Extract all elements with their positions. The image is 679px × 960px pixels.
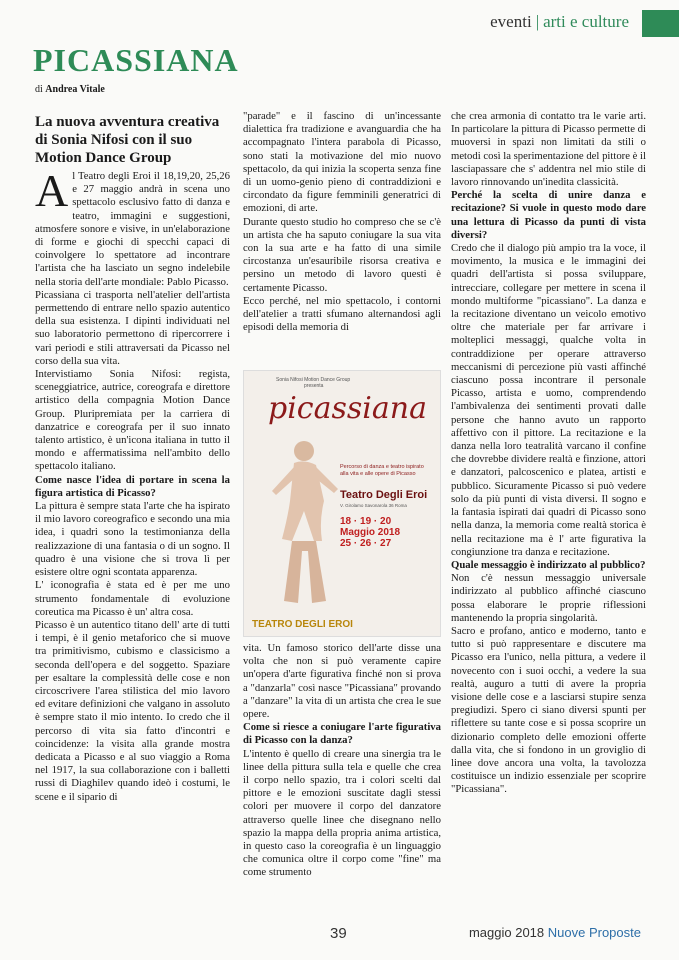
question-heading: Quale messaggio è indirizzato al pubblico? <box>451 558 646 571</box>
column-2-bottom <box>243 642 441 880</box>
issue-date: maggio 2018 <box>468 925 545 940</box>
paragraph: che crea armonia di contatto tra le varie arti. In particolare la pittura di Picasso permette di muoversi in spazi non limitati da stili o metodi così la sperimentazione del pittore è il lasciapassare che s' addentra nel mio stile di lavoro rinnovando un'inedita classicità. <box>451 110 646 189</box>
poster-dates-line: Maggio 2018 <box>340 527 401 538</box>
paragraph: Picasso è un autentico titano dell' arte di tutti i tempi, è il genio metaforico che si muove tra primitivismo, cubismo e classicismo a seconda dell'opera e del soggetto. Spaziare per esaltare la complessità delle cose e non circoscrivere l'area stilistica del mio lavoro ed evitare definizioni che valgano in assoluto è sempre stato il mio intento. Io credo che il percorso di vita sia fatto d'incontri e coincidenze: la visita alla grande mostra dedicata a Picasso e al suo viaggio a Roma nel 1917, la sua collaborazione con i balletti russi di Diaghilev quando ideò i costumi, le scene e il sipario di <box>35 618 230 803</box>
section-label: eventi <box>490 12 532 31</box>
poster-description: Percorso di danza e teatro ispirato alla vita e alle opere di Picasso <box>340 464 424 477</box>
byline <box>35 84 105 95</box>
poster-title: picassiana <box>268 391 427 426</box>
question-heading: Come nasce l'idea di portare in scena la figura artistica di Picasso? <box>35 473 230 499</box>
article-title: PICASSIANA <box>33 42 239 78</box>
dancer-figure-illustration <box>264 431 344 621</box>
paragraph: Picassiana ci trasporta nell'atelier dell'artista permettendo di entrare nello spazio autentico della sua esistenza. I dipinti individuati nel suo laboratorio permettono di ripercorrere i vari periodi e stili attraversati da Picasso nel corso della sua vita. <box>35 288 230 367</box>
page-number: 39 <box>330 925 347 942</box>
question-heading: Come si riesce a coniugare l'arte figurativa di Picasso con la danza? <box>243 721 441 747</box>
paragraph: vita. Un famoso storico dell'arte disse una volta che non si può veramente capire un'opera d'arte figurativa finché non si prova a "danzarla" così nasce "Picassiana" provando a "danzare" la vita di un artista che crea le sue opere. <box>243 642 441 721</box>
paragraph: L'intento è quello di creare una sinergia tra le linee della pittura sulla tela e quelle che crea il corpo nello spazio, tra i colori scelti dal pittore e le emozioni suscitate dagli stessi colori per muovere il corpo del danzatore attraverso quelle linee che disegnano nello spazio la mappa della propria anima artistica, in questo caso la coreografia è un linguaggio che comunica oltre il corpo come "fine" ma come strumento <box>243 747 441 879</box>
paragraph: Sacro e profano, antico e moderno, tanto e tutto si può rappresentare e discutere ma Picasso era l'unico, nella pittura, a vedere il novecento con i suoi occhi, a vedere la sua realtà, auguro a tutti di avere la propria visione delle cose e a lasciarsi stupire senza pregiudizi. Spero ci siano diversi spunti per riflettere su tante cose e si possa scoprire un dizionario completo delle emozioni offerte dalla vita, che si fondono in un groviglio di linee dove ancora una volta, la tavolozza costituisce un indizio essenziale per scoprire "Picassiana". <box>451 624 646 796</box>
author-name: Andrea Vitale <box>45 84 105 95</box>
paragraph: L' iconografia è stata ed è per me uno strumento fondamentale di evoluzione coreutica ma Picasso è un' altra cosa. <box>35 579 230 618</box>
question-heading: Perché la scelta di unire danza e recitazione? Si vuole in questo modo dare una lettura di Picasso da punti di vista diversi? <box>451 189 646 241</box>
paragraph: Credo che il dialogo più ampio tra la voce, il movimento, la musica e le immagini dei quadri dell'artista si possa sviluppare, intrecciare, collegare per mettere in scena il mondo multiforme "picassiano". La danza e la recitazione diventano un veicolo emotivo oltre che materiale per far arrivare i molteplici messaggi, qualche volta in contraddizione per operare attraverso meccanismi di percezione più vasti affinché ciascuno possa incontrare il personale Picasso, artista e uomo, comprendendo l'ambivalenza dei sentimenti provati dalle persone che hanno avuto un rapporto affettivo con il pittore. La recitazione e la danza nella loro teatralità varcano il confine che dovrebbe dividere realtà e finzione, attori e danzatori, palcoscenico e platea, artisti e pubblico. Sicuramente Picasso si può vedere solo da più punti di vista diversi. Il sogno e la fantasia ispirati dai quadri di Picasso sono nella danza, la memoria come realtà storica è nella recitazione ma è l' arte figurativa la congiunzione tra danza e recitazione. <box>451 242 646 558</box>
paragraph-text: l Teatro degli Eroi il 18,19,20, 25,26 e 27 maggio andrà in scena uno spettacolo esclusivo fatto di danza e teatro, immagini e suggestioni, atmosfere sonore e visive, in un'elaborazione di forme e giochi di specchi capaci di coinvolgere lo spettatore ad incontrare l'artista che ha lasciato un segno indelebile nella storia dell'arte mondiale: Pablo Picasso. <box>35 170 230 288</box>
poster-dates-line: 25 · 26 · 27 <box>340 538 392 549</box>
event-poster <box>243 370 441 637</box>
paragraph: "parade" e il fascino di un'incessante dialettica fra tradizione e avanguardia che ha accompagnato l'intera parabola di Picasso, sono stati la motivazione del mio nuovo spettacolo, da qui inizia la scoperta senza fine di un uomo-genio pieno di contraddizioni e circondato da figure femminili generatrici di emozioni, di arte. <box>243 110 441 215</box>
issue-info <box>469 925 641 940</box>
column-2-top <box>243 110 441 334</box>
poster-dates <box>340 516 400 549</box>
paragraph: Non c'è nessun messaggio universale indirizzato al pubblico affinché ciascuno possa elaborare le proprie riflessioni mantenendo la propria singolarità. <box>451 572 646 624</box>
section-separator: | <box>535 12 540 31</box>
intro-paragraph <box>35 165 230 289</box>
paragraph: Ecco perché, nel mio spettacolo, i contorni dell'atelier a tratti sfumano alternandosi agli episodi della memoria di <box>243 294 441 334</box>
column-3 <box>451 110 646 797</box>
paragraph: La pittura è sempre stata l'arte che ha ispirato il mio lavoro coreografico e secondo una mia idea, i quadri sono la testimonianza della realizzazione di una fantasia o di un sogno. Il quadro è una visione che si trova lì per esistere oltre ogni scontata apparenza. <box>35 500 230 579</box>
paragraph: Durante questo studio ho compreso che se c'è un artista che ha saputo coniugare la sua vita con la sua arte e ha fatto di una simile circostanza un'esauribile risorsa creativa e persino un metodo di lavoro questi è certamente Picasso. <box>243 215 441 294</box>
article-subtitle: La nuova avventura creativa di Sonia Nifosi con il suo Motion Dance Group <box>35 114 220 166</box>
poster-theatre-logo: TEATRO DEGLI EROI <box>252 619 353 630</box>
section-header <box>490 12 629 32</box>
header-color-bar <box>642 10 679 37</box>
poster-dates-line: 18 · 19 · 20 <box>340 516 392 527</box>
poster-venue: Teatro Degli Eroi <box>340 489 428 501</box>
paragraph: Intervistiamo Sonia Nifosi: regista, sceneggiatrice, autrice, coreografa e direttore artistico della compagnia Motion Dance Group. Pluripremiata per la carriera di danzatrice e coreografa per il suo innato talento artistico, è un'icona italiana in tutto il mondo e affermatissima nell'ambito dello spettacolo italiano. <box>35 368 230 473</box>
magazine-name: Nuove Proposte <box>547 925 641 940</box>
poster-venue-address: V. Girolamo Savonarola 36 Roma <box>340 503 407 508</box>
poster-presenta: presenta <box>304 383 324 389</box>
column-1 <box>35 165 230 804</box>
poster-brand: Sonia Nifosi Motion Dance Group <box>276 377 351 383</box>
category-label: arti e culture <box>543 12 629 31</box>
byline-prefix: di <box>35 84 43 95</box>
drop-cap: A <box>35 165 69 216</box>
